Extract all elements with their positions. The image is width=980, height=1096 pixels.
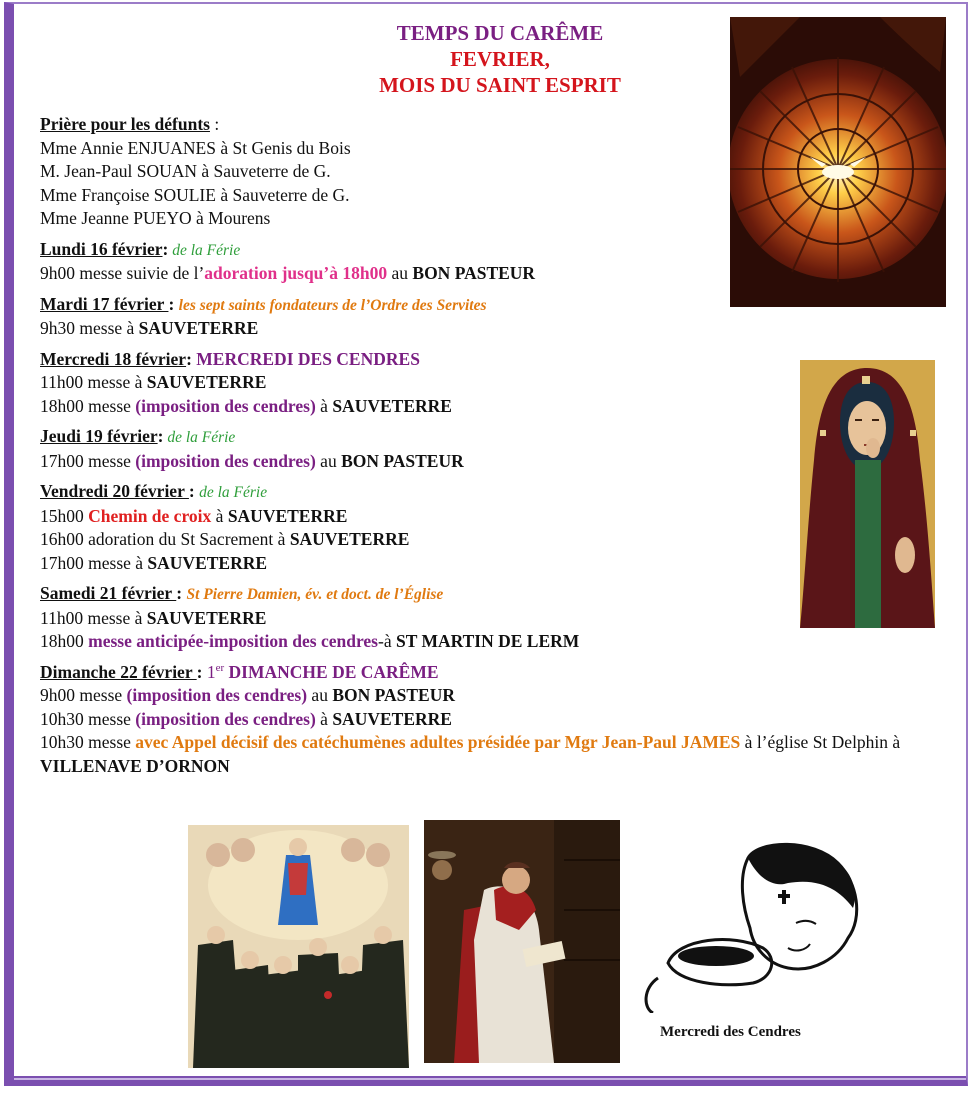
event-place: SAUVETERRE — [138, 318, 259, 338]
event-text: 17h00 messe — [40, 450, 136, 471]
prayer-name: Mme Annie ENJUANES à St Genis du Bois — [40, 137, 351, 158]
prayer-name: Mme Françoise SOULIE à Sauveterre de G. — [40, 184, 350, 205]
holy-spirit-window-image — [730, 17, 946, 307]
title-line-3: MOIS DU SAINT ESPRIT — [379, 73, 621, 97]
event-place: SAUVETERRE — [227, 505, 348, 526]
event-place: SAUVETERRE — [146, 607, 267, 628]
event-place: BON PASTEUR — [412, 263, 536, 283]
feast: de la Férie — [163, 429, 236, 446]
event-highlight: Chemin de croix — [88, 505, 212, 526]
day-number-sup: er — [215, 661, 225, 674]
day-22 — [40, 661, 980, 779]
event-line — [40, 317, 980, 341]
day-label: Lundi 16 février — [40, 238, 163, 259]
ash-wednesday-caption: Mercredi des Cendres — [660, 1024, 801, 1040]
day-colon: : — [157, 426, 164, 446]
event-text: 18h00 — [40, 631, 89, 651]
event-text: à — [315, 708, 333, 729]
event-line — [40, 731, 980, 778]
event-text: 11h00 messe à — [40, 372, 147, 392]
event-text: au — [307, 685, 333, 705]
feast: St Pierre Damien, év. et doct. de l’Église — [186, 586, 444, 603]
day-colon: : — [186, 348, 197, 369]
event-place: VILLENAVE D’ORNON — [40, 755, 230, 776]
event-text: 11h00 messe à — [40, 607, 147, 628]
event-text: 16h00 adoration du St Sacrement à — [40, 529, 290, 549]
event-highlight: (imposition des cendres) — [126, 685, 308, 705]
event-line — [40, 684, 980, 708]
prayer-name: M. Jean-Paul SOUAN à Sauveterre de G. — [40, 161, 331, 181]
day-colon: : — [196, 661, 207, 682]
event-line — [40, 708, 980, 732]
event-text: au — [315, 450, 342, 471]
event-text: 10h30 messe — [40, 732, 136, 752]
day-colon: : — [168, 293, 179, 314]
prayer-colon: : — [209, 114, 220, 134]
event-place: SAUVETERRE — [289, 529, 410, 549]
day-colon: : — [176, 583, 187, 603]
feast: MERCREDI DES CENDRES — [196, 348, 420, 369]
event-text: -à — [378, 631, 396, 651]
event-text: à — [211, 505, 228, 526]
page-title — [300, 20, 700, 98]
title-line-2: FEVRIER, — [450, 47, 550, 71]
feast: de la Férie — [199, 484, 268, 501]
event-place: BON PASTEUR — [341, 450, 464, 471]
event-text: au — [387, 263, 413, 283]
event-place: BON PASTEUR — [332, 685, 456, 705]
event-place: SAUVETERRE — [147, 552, 268, 573]
virgin-mary-icon-image — [800, 360, 935, 628]
event-highlight: (imposition des cendres) — [135, 395, 316, 416]
feast: les sept saints fondateurs de l’Ordre des Servites — [178, 296, 487, 314]
feast: DIMANCHE DE CARÊME — [224, 661, 439, 682]
day-label: Jeudi 19 février — [40, 426, 158, 446]
title-line-1: TEMPS DU CARÊME — [396, 21, 604, 45]
event-place: SAUVETERRE — [146, 372, 267, 392]
prayer-title: Prière pour les défunts — [40, 114, 210, 134]
event-text: 9h00 messe suivie de l’ — [40, 263, 205, 283]
day-colon: : — [162, 238, 169, 259]
event-line — [40, 630, 980, 654]
seven-founders-image — [188, 825, 409, 1068]
event-text: 15h00 — [40, 505, 89, 526]
event-text: à l’église St Delphin à — [740, 732, 901, 752]
event-highlight: (imposition des cendres) — [135, 708, 316, 729]
prayer-name: Mme Jeanne PUEYO à Mourens — [40, 208, 271, 228]
day-colon: : — [188, 481, 200, 501]
day-label: Dimanche 22 février — [40, 661, 197, 682]
event-place: ST MARTIN DE LERM — [395, 631, 580, 651]
event-text: 9h30 messe à — [40, 318, 139, 338]
event-highlight: (imposition des cendres) — [135, 450, 316, 471]
day-number: 1 — [206, 661, 216, 682]
event-text: 18h00 messe — [40, 395, 136, 416]
event-highlight: avec Appel décisif des catéchumènes adultes présidée par Mgr Jean-Paul JAMES — [135, 732, 741, 752]
event-place: SAUVETERRE — [332, 395, 452, 416]
event-text: 17h00 messe à — [40, 552, 148, 573]
event-highlight: messe anticipée-imposition des cendres — [88, 631, 378, 651]
day-label: Mardi 17 février — [40, 293, 169, 314]
event-text: 10h30 messe — [40, 708, 136, 729]
saint-peter-damian-image — [424, 820, 620, 1063]
feast: de la Férie — [168, 241, 241, 259]
event-highlight: adoration jusqu’à 18h00 — [204, 263, 388, 283]
day-label: Mercredi 18 février — [40, 348, 187, 369]
ash-wednesday-drawing — [638, 838, 870, 1050]
day-label: Vendredi 20 février — [40, 481, 189, 501]
event-text: 9h00 messe — [40, 685, 127, 705]
event-text: à — [315, 395, 333, 416]
day-label: Samedi 21 février — [40, 583, 177, 603]
event-place: SAUVETERRE — [332, 708, 452, 729]
